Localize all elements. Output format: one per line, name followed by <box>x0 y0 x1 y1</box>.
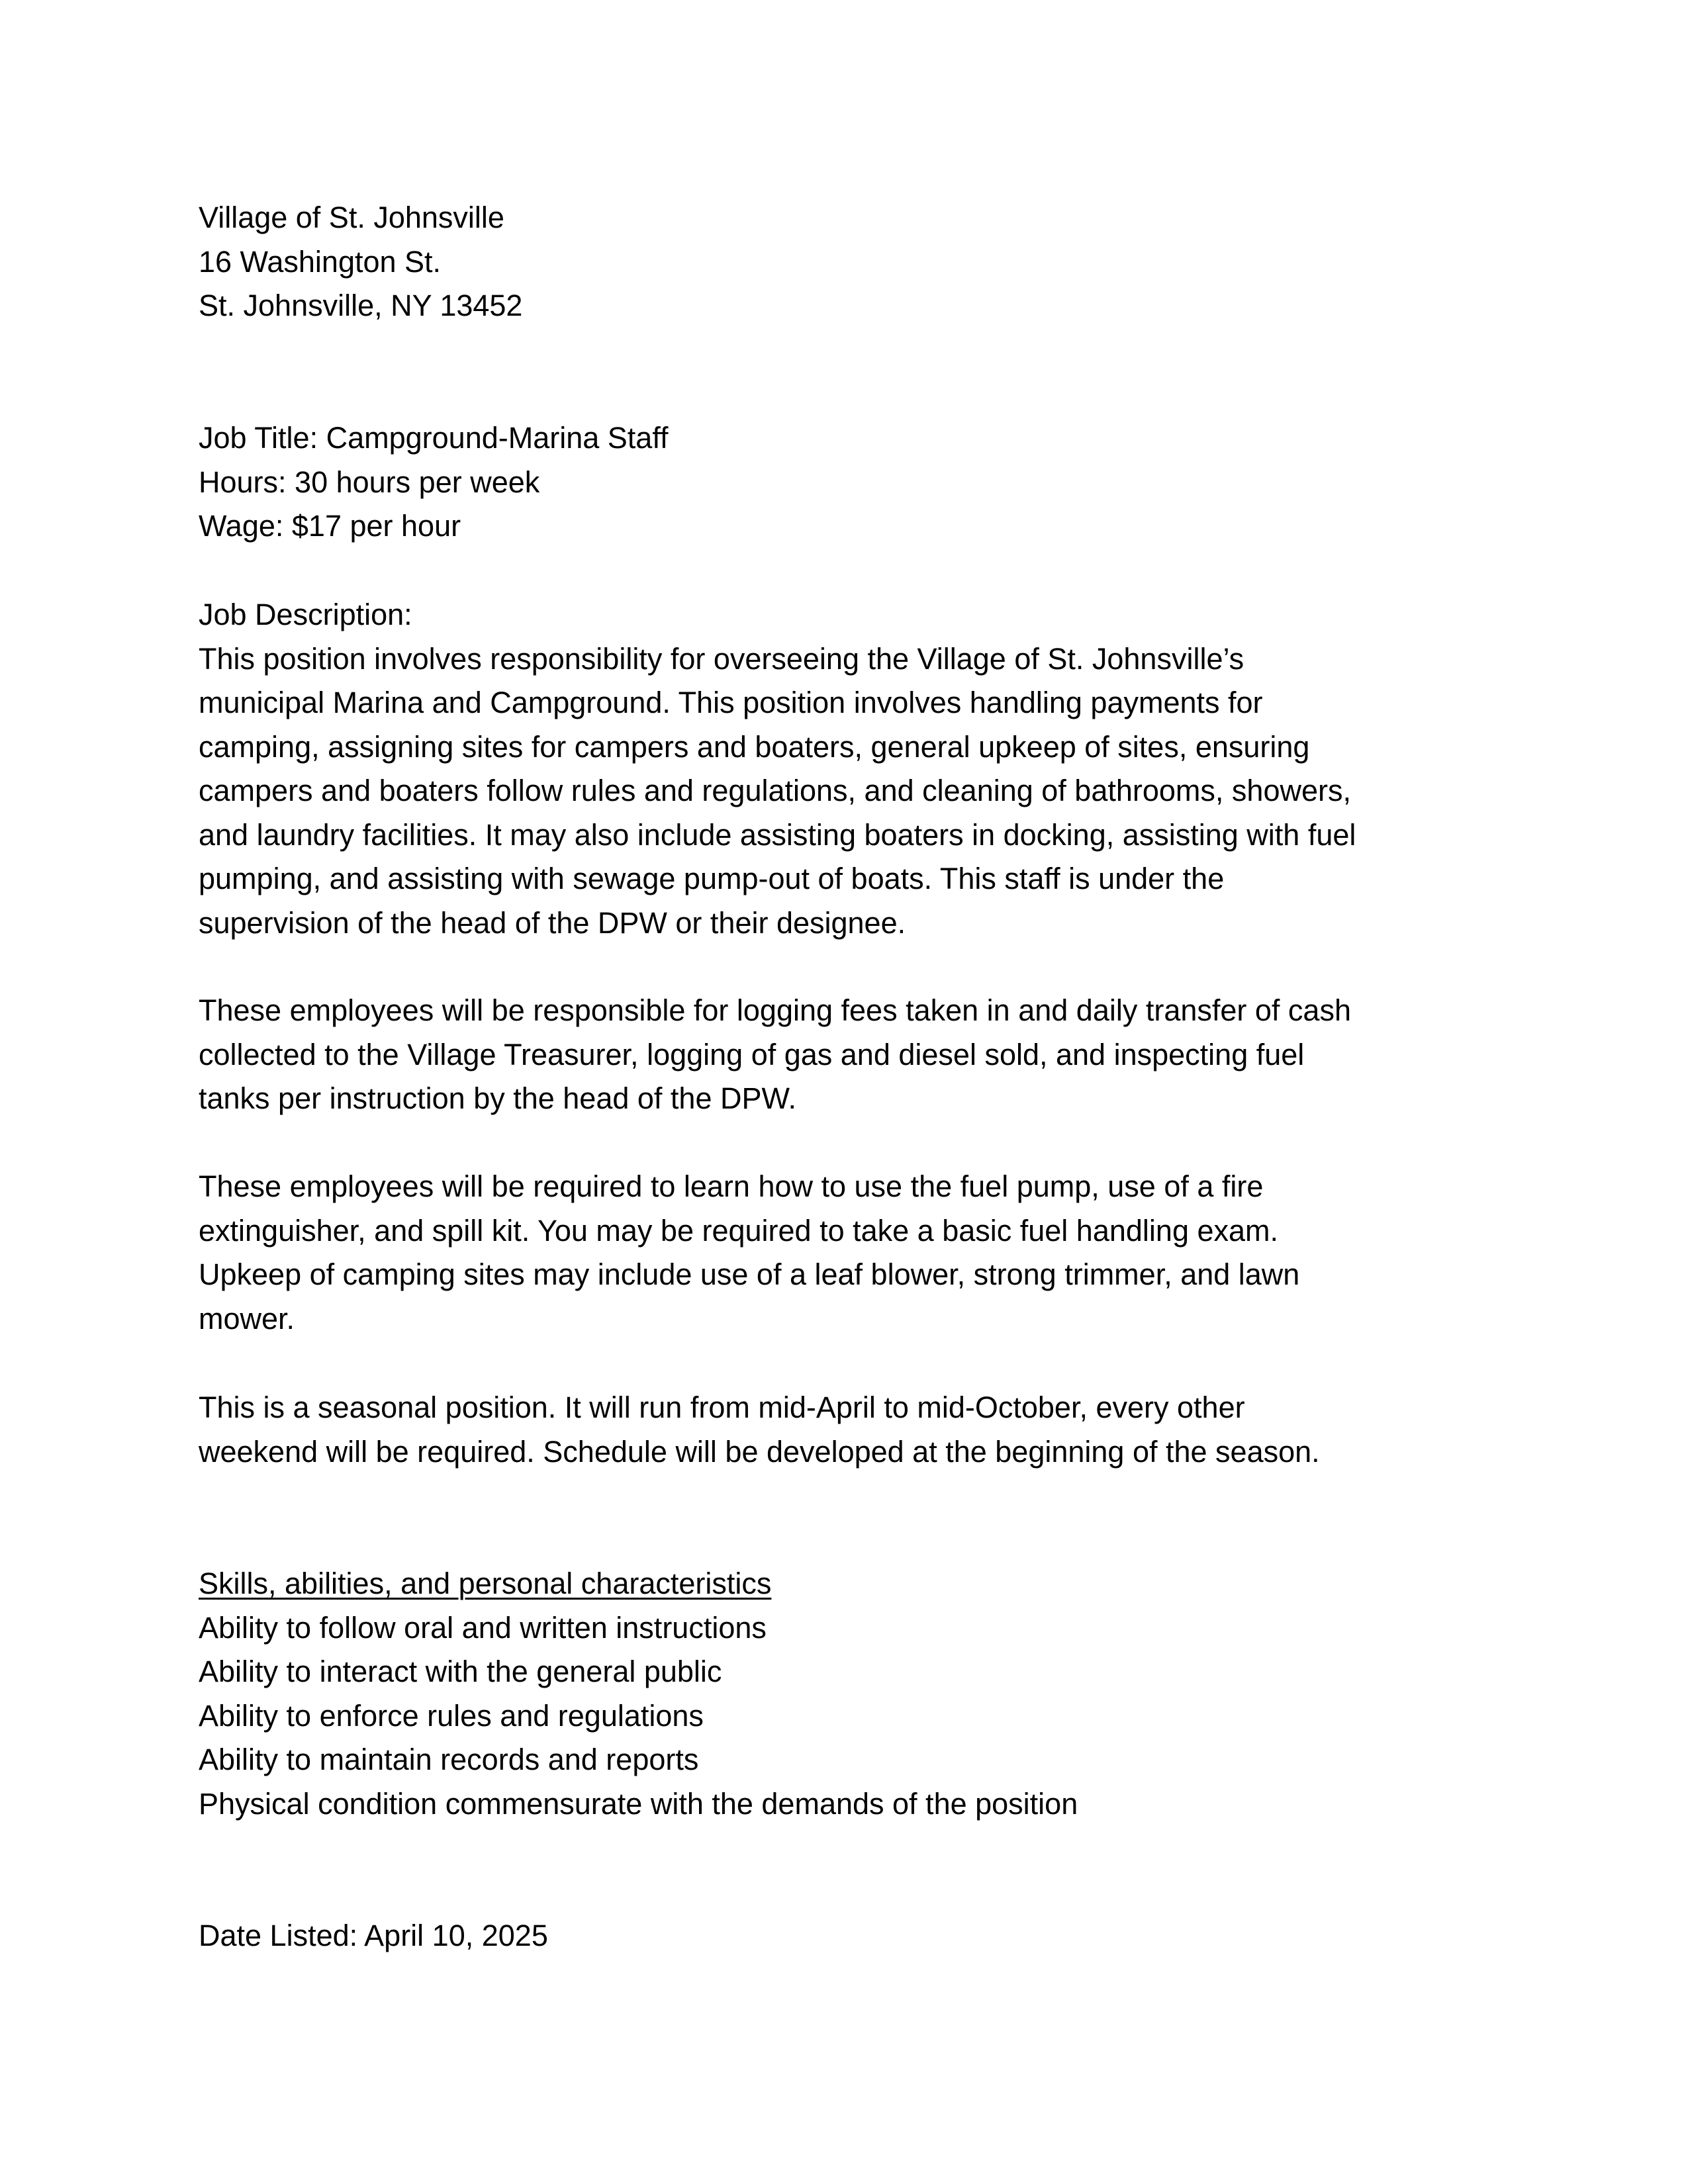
date-listed-block <box>199 1914 1496 1958</box>
skill-item: Ability to enforce rules and regulations <box>199 1698 704 1733</box>
paragraph-line: This position involves responsibility for overseeing the Village of St. Johnsville’s <box>199 641 1244 676</box>
training-paragraph <box>199 1165 1496 1341</box>
job-info-block <box>199 416 1496 549</box>
paragraph-line: and laundry facilities. It may also include assisting boaters in docking, assisting with fuel <box>199 817 1356 852</box>
paragraph-line: campers and boaters follow rules and regulations, and cleaning of bathrooms, showers, <box>199 774 1351 807</box>
paragraph-line: Upkeep of camping sites may include use of a leaf blower, strong trimmer, and lawn <box>199 1257 1300 1291</box>
paragraph-line: These employees will be responsible for logging fees taken in and daily transfer of cash <box>199 993 1351 1027</box>
job-description-heading: Job Description: <box>199 598 412 631</box>
paragraph-line: camping, assigning sites for campers and boaters, general upkeep of sites, ensuring <box>199 729 1310 764</box>
address-block <box>199 196 1496 328</box>
skill-item: Ability to follow oral and written instructions <box>199 1610 767 1645</box>
job-wage: Wage: $17 per hour <box>199 509 461 543</box>
address-line: St. Johnsville, NY 13452 <box>199 289 523 322</box>
paragraph-line: tanks per instruction by the head of the DPW. <box>199 1081 796 1115</box>
skill-item: Ability to maintain records and reports <box>199 1743 699 1776</box>
address-line: 16 Washington St. <box>199 244 442 279</box>
job-description <box>199 593 1496 945</box>
paragraph-line: collected to the Village Treasurer, logging of gas and diesel sold, and inspecting fuel <box>199 1037 1305 1071</box>
responsibilities-paragraph <box>199 989 1496 1121</box>
paragraph-line: This is a seasonal position. It will run from mid-April to mid-October, every other <box>199 1390 1245 1424</box>
paragraph-line: extinguisher, and spill kit. You may be required to take a basic fuel handling exam. <box>199 1213 1279 1248</box>
paragraph-line: supervision of the head of the DPW or their designee. <box>199 905 906 940</box>
job-hours: Hours: 30 hours per week <box>199 465 540 499</box>
address-line: Village of St. Johnsville <box>199 201 504 234</box>
paragraph-line: weekend will be required. Schedule will be developed at the beginning of the season. <box>199 1434 1320 1469</box>
job-title: Job Title: Campground-Marina Staff <box>199 421 669 455</box>
date-listed: Date Listed: April 10, 2025 <box>199 1919 548 1952</box>
paragraph-line: These employees will be required to learn how to use the fuel pump, use of a fire <box>199 1169 1264 1203</box>
season-paragraph <box>199 1386 1496 1474</box>
paragraph-line: municipal Marina and Campground. This position involves handling payments for <box>199 686 1263 719</box>
skills-heading: Skills, abilities, and personal characteristics <box>199 1567 772 1600</box>
skill-item: Ability to interact with the general public <box>199 1655 722 1688</box>
paragraph-line: pumping, and assisting with sewage pump-out of boats. This staff is under the <box>199 862 1225 895</box>
skills-section <box>199 1562 1496 1826</box>
paragraph-line: mower. <box>199 1301 295 1336</box>
skill-item: Physical condition commensurate with the demands of the position <box>199 1786 1078 1821</box>
